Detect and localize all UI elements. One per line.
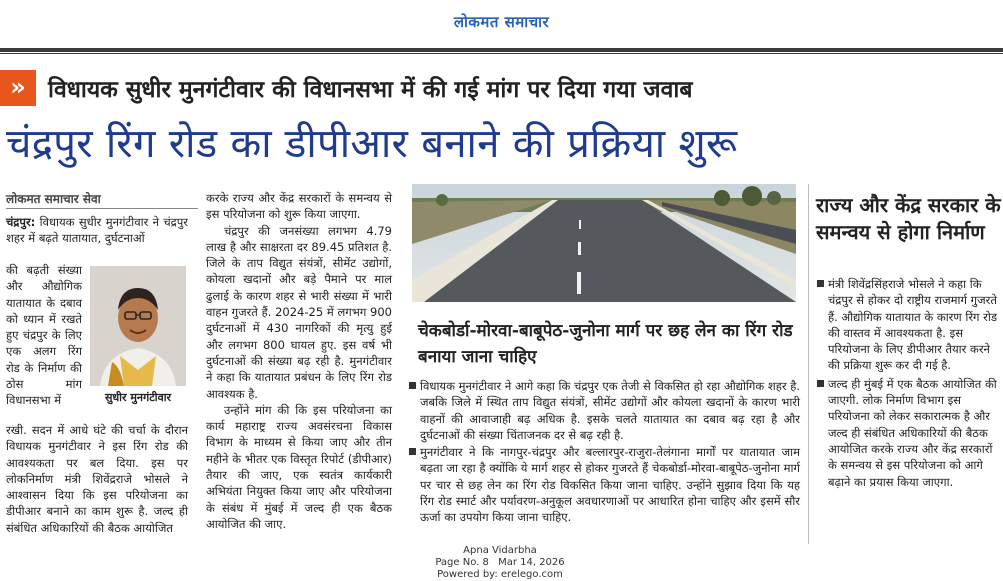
page-title: चंद्रपुर रिंग रोड का डीपीआर बनाने की प्रक्रिया शुरू [6, 121, 738, 167]
footer-page-date [420, 557, 580, 569]
portrait-photo [90, 266, 186, 386]
article-col1-bottom [6, 422, 188, 536]
col1-side-text: की बढ़ती संख्या और औद्योगिक यातायात के दबाव को ध्यान में रखते हुए चंद्रपुर के लिए एक अलग रिंग रोड के निर्माण की ठोस मांग विधानसभा में [6, 263, 82, 408]
bullet-text: विधायक मुनगंटीवार ने आगे कहा कि चंद्रपुर एक तेजी से विकसित हो रहा औद्योगिक शहर है. जबकि जिले में स्थित ताप विद्युत संयंत्रों, सीमेंट उद्योगों और कोयला खदानों के कारण भारी वाहनों की आवाजाही बढ़ अधिक है. इसके चलते यातायात का दबाव बढ़ रहा है और दुर्घटनाओं की संख्या चिंताजनक दर से बढ़ रही है. [420, 379, 800, 442]
col2-paragraph-2: चंद्रपुर की जनसंख्या लगभग 4.79 लाख है और साक्षरता दर 89.45 प्रतिशत है. जिले के ताप विद्युत संयंत्रों, सीमेंट उद्योगों, कोयला खदानों और बड़े पैमाने पर माल ढुलाई के कारण शहर से भारी संख्या में भारी वाहन गुजरते हैं. 2024-25 में लगभग 900 दुर्घटनाओं में 430 नागरिकों की मृत्यु हुई और लगभग 800 घायल हुए. इस वर्ष भी दुर्घटनाओं की संख्या बढ़ रही है. मुनगंटीवार ने कहा कि यातायात प्रबंधन के लिए रिंग रोड आवश्यक है. [206, 223, 392, 401]
portrait-illustration [90, 266, 186, 386]
sidebar-list [816, 276, 1002, 492]
article-col2 [206, 190, 392, 532]
footer-page: Page No. 8 [435, 557, 489, 568]
bullet-square-icon [409, 448, 416, 455]
bullet-list [408, 378, 800, 527]
masthead-rule [0, 48, 1003, 52]
bullet-square-icon [817, 280, 824, 287]
sidebar-title: राज्य और केंद्र सरकार के समन्वय से होगा निर्माण [816, 193, 1001, 244]
sidebar-item-text: मंत्री शिवेंद्रसिंहराजे भोसले ने कहा कि चंद्रपुर से होकर दो राष्ट्रीय राजमार्ग गुजरते हैं. औद्योगिक यातायात के कारण रिंग रोड की वास्तव में आवश्यकता है. इस परियोजना के लिए डीपीआर तैयार करने की प्रक्रिया शुरू कर दी गई है. [828, 277, 998, 373]
byline-divider [6, 208, 198, 209]
kicker-text: विधायक सुधीर मुनगंटीवार की विधानसभा में की गई मांग पर दिया गया जवाब [48, 77, 693, 103]
footer-edition: Apna Vidarbha [463, 545, 537, 556]
road-illustration [412, 184, 796, 302]
masthead [0, 0, 1003, 56]
masthead-rule-thin [0, 53, 1003, 54]
article-col1-top [6, 214, 188, 247]
dateline: चंद्रपुर: [6, 215, 36, 229]
sidebar-divider [808, 184, 809, 544]
kicker-row [0, 66, 1003, 110]
bullet-text: मुनगंटीवार ने कि नागपुर-चंद्रपुर और बल्लारपुर-राजुरा-तेलंगाना मार्गों पर यातायात जाम बढ़ता जा रहा है क्योंकि ये मार्ग शहर से होकर गुजरते हैं चेकबोर्डा-मोरवा-बाबूपेठ-जुनोना मार्ग पर चार से छह लेन का रिंग रोड विकसित किया जाना चाहिए. उन्होंने सुझाव दिया कि यह रिंग रोड स्मार्ट और पर्यावरण-अनुकूल अवधारणाओं पर आधारित होना चाहिए और इसमें सौर ऊर्जा का उपयोग किया जाना चाहिए. [420, 445, 800, 525]
byline: लोकमत समाचार सेवा [6, 192, 101, 206]
subheading: चेकबोर्डा-मोरवा-बाबूपेठ-जुनोना मार्ग पर छह लेन का रिंग रोड बनाया जाना चाहिए [418, 321, 793, 367]
bullet-square-icon [817, 380, 824, 387]
newspaper-brand: लोकमत समाचार [453, 13, 550, 31]
footer-powered: Powered by: erelego.com [437, 569, 563, 580]
col1-bottom-text: रखी. सदन में आधे घंटे की चर्चा के दौरान विधायक मुनगंटीवार ने इस रिंग रोड की आवश्यकता पर बल दिया. इस पर लोकनिर्माण मंत्री शिवेंद्रराजे भोसले ने आश्वासन दिया कि इस परियोजना का डीपीआर बनाने का काम शुरू है. जल्द ही संबंधित अधिकारियों की बैठक आयोजित [6, 423, 188, 535]
col2-paragraph-3: उन्होंने मांग की कि इस परियोजना का कार्य महाराष्ट्र राज्य अवसंरचना विकास विभाग के माध्यम से किया जाए और तीन महीने के भीतर एक विस्तृत रिपोर्ट (डीपीआर) तैयार की जाए, एक स्वतंत्र कार्यकारी अभियंता नियुक्त किया जाए और परियोजना के संबंध में मुंबई में जल्द ही एक बैठक आयोजित की जाए. [206, 402, 392, 531]
bullet-item [408, 444, 800, 525]
sidebar-item [816, 376, 1002, 490]
sidebar-item [816, 276, 1002, 374]
col1-top-text: विधायक सुधीर मुनगंटीवार ने चंद्रपुर शहर में बढ़ते यातायात, दुर्घटनाओं [6, 215, 189, 246]
sidebar-item-text: जल्द ही मुंबई में एक बैठक आयोजित की जाएगी. लोक निर्माण विभाग इस परियोजना को लेकर सकारात्मक है और जल्द ही संबंधित अधिकारियों की बैठक आयोजित करके राज्य और केंद्र सरकारों के समन्वय से इस परियोजना को आगे बढ़ाने का प्रयास किया जाएगा. [828, 376, 997, 489]
footer-date: Mar 14, 2026 [498, 557, 565, 568]
photo-caption: सुधीर मुनगंटीवार [104, 391, 172, 404]
article-col1-side [6, 262, 82, 409]
page-footer [420, 545, 580, 581]
col2-paragraph-1: करके राज्य और केंद्र सरकारों के समन्वय से इस परियोजना को शुरू किया जाएगा. [206, 191, 392, 222]
bullet-square-icon [409, 382, 416, 389]
bullet-item [408, 378, 800, 443]
road-photo [412, 184, 796, 302]
kicker-chevron-icon: » [0, 70, 36, 106]
